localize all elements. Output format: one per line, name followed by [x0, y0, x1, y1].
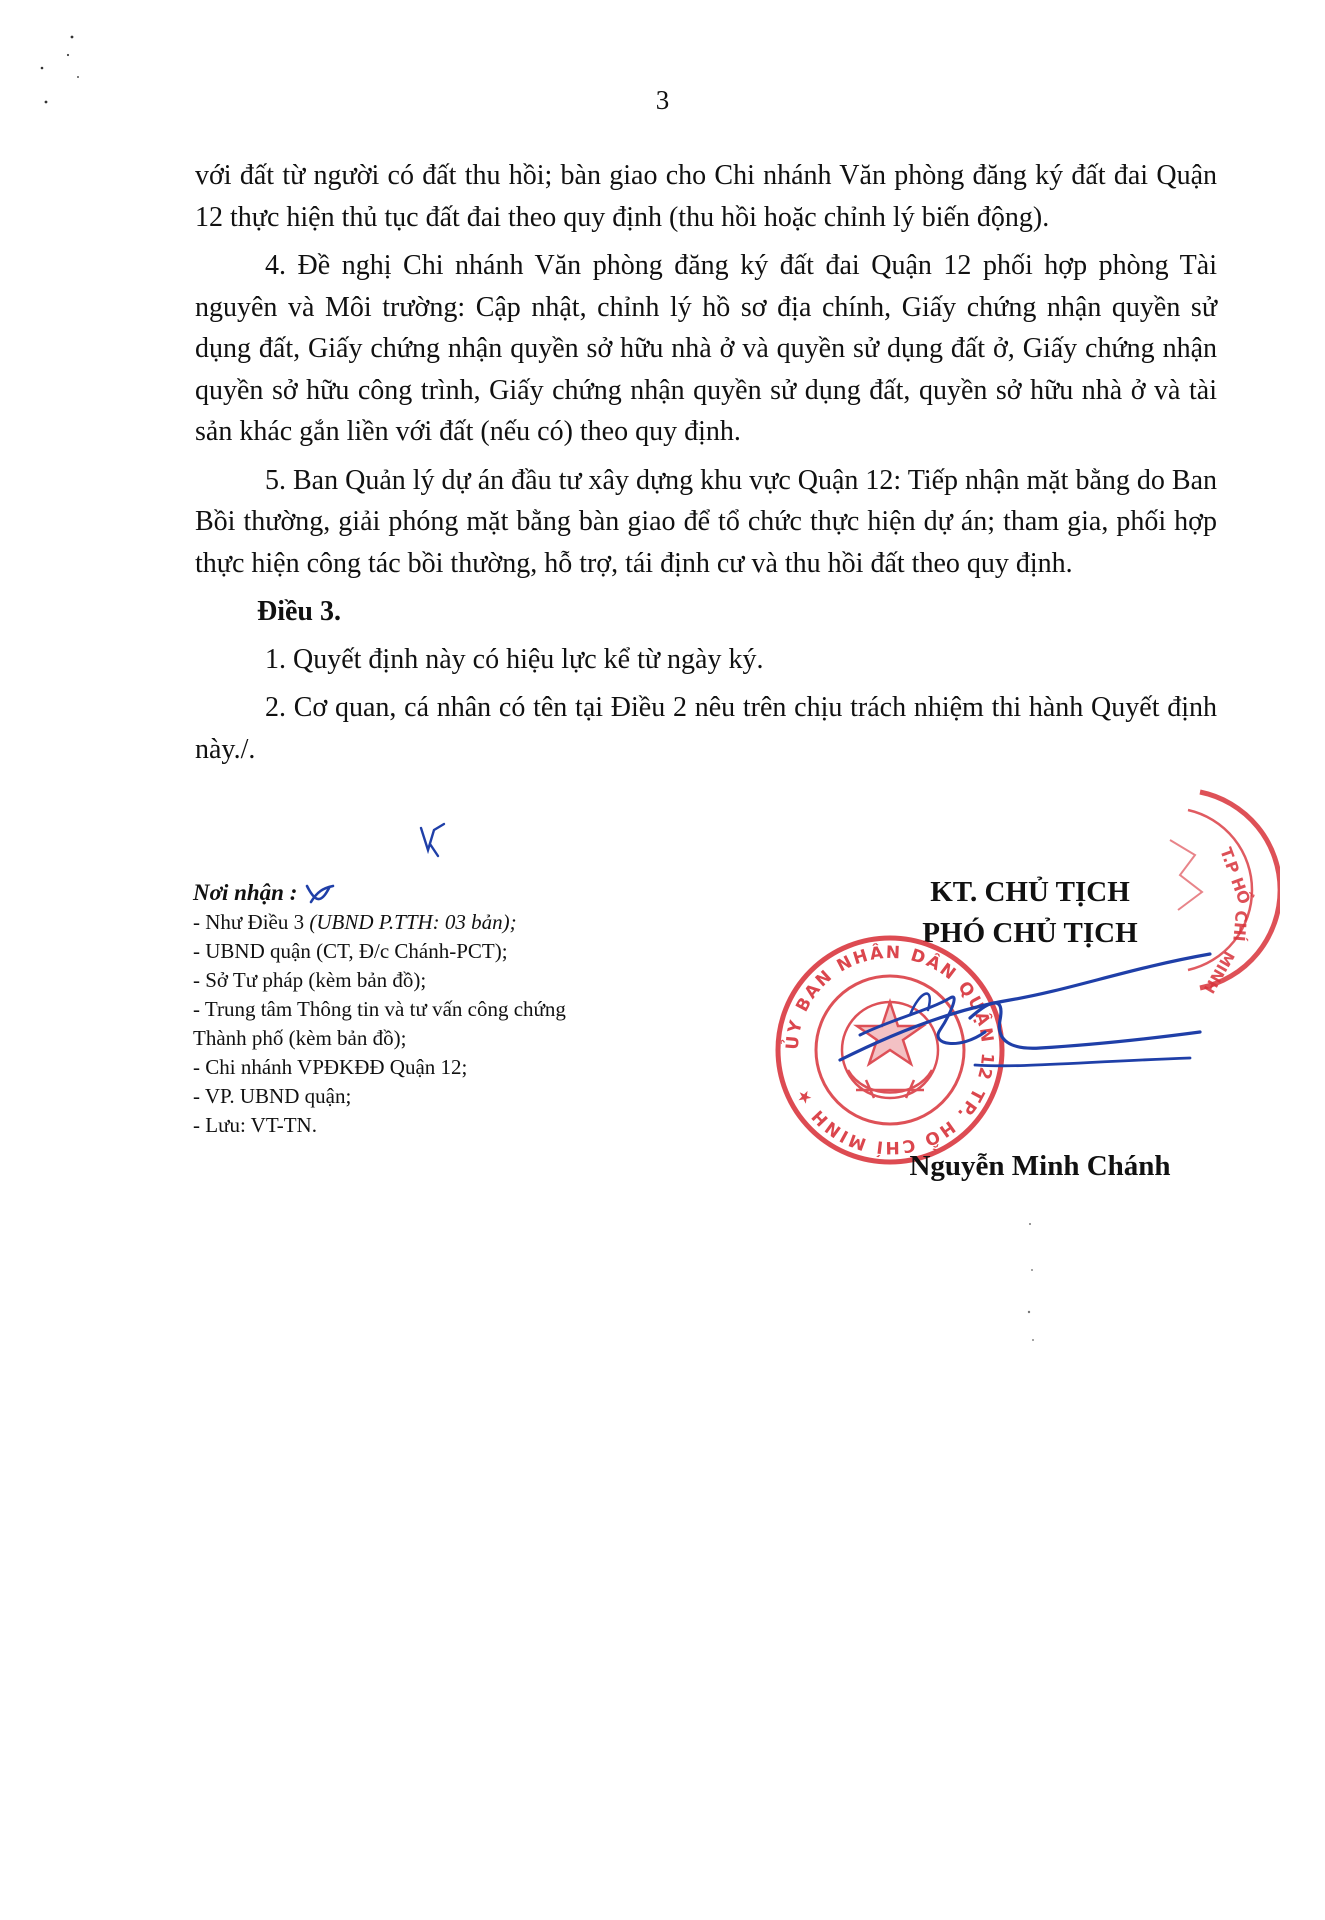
paragraph-continuation: với đất từ người có đất thu hồi; bàn giao cho Chi nhánh Văn phòng đăng ký đất đai Quận 12 thực hiện thủ tục đất đai theo quy định (thu hồi hoặc chỉnh lý biến động).: [195, 160, 1217, 233]
recipient-item: - Sở Tư pháp (kèm bản đồ);: [193, 968, 427, 993]
page-number: 3: [655, 85, 670, 115]
handwritten-signature: [800, 940, 1220, 1110]
recipient-item: - Trung tâm Thông tin và tư vấn công chứng Thành phố (kèm bản đồ);: [193, 997, 566, 1051]
svg-text:T.P HỒ: T.P HỒ: [1216, 844, 1255, 907]
recipients-handwritten-mark: [303, 882, 335, 908]
signature-title-line1: KT. CHỦ TỊCH: [930, 876, 1130, 908]
signer-name: Nguyễn Minh Chánh: [909, 1150, 1171, 1182]
recipients-title: Nơi nhận :: [193, 880, 298, 905]
svg-text:CHÍ: CHÍ: [1229, 909, 1251, 943]
paragraph-item-5: 5. Ban Quản lý dự án đầu tư xây dựng khu vực Quận 12: Tiếp nhận mặt bằng do Ban Bồi thường, giải phóng mặt bằng bàn giao để tổ chức thực hiện dự án; tham gia, phối hợp thực hiện công tác bồi thường, hỗ trợ, tái định cư và thu hồi đất theo quy định.: [195, 464, 1217, 579]
scan-specks-lower: [1020, 1220, 1040, 1350]
svg-text:MINH: MINH: [1199, 948, 1239, 997]
paragraph-item-4: 4. Đề nghị Chi nhánh Văn phòng đăng ký đất đai Quận 12 phối hợp phòng Tài nguyên và Môi trường: Cập nhật, chỉnh lý hồ sơ địa chính, Giấy chứng nhận quyền sử dụng đất, Giấy chứng nhận quyền sở hữu nhà ở và quyền sử dụng đất ở, Giấy chứng nhận quyền sở hữu công trình, Giấy chứng nhận quyền sử dụng đất, quyền sở hữu nhà ở và tài sản khác gắn liền với đất (nếu có) theo quy định.: [195, 250, 1217, 447]
article-3-item-1: 1. Quyết định này có hiệu lực kể từ ngày ký.: [265, 643, 764, 675]
recipients-list: [193, 878, 613, 1140]
document-body: [195, 155, 1217, 777]
recipient-item: - Lưu: VT-TN.: [193, 1113, 317, 1138]
recipient-item: - VP. UBND quận;: [193, 1084, 352, 1109]
svg-text:ỦY BAN NHÂN DÂN QUẬN 12 TP. HỒ: ỦY BAN NHÂN DÂN QUẬN 12 TP. HỒ CHÍ MINH ★: [782, 942, 998, 1158]
recipient-item: - Như Điều 3 (UBND P.TTH: 03 bản);: [193, 910, 517, 935]
handwritten-initial-mark: [418, 822, 448, 858]
article-3-item-2: 2. Cơ quan, cá nhân có tên tại Điều 2 nêu trên chịu trách nhiệm thi hành Quyết định này./.: [195, 692, 1217, 765]
signature-title-line2: PHÓ CHỦ TỊCH: [922, 917, 1138, 949]
recipient-item: - Chi nhánh VPĐKĐĐ Quận 12;: [193, 1055, 468, 1080]
article-3-heading: Điều 3.: [257, 596, 341, 627]
recipient-item: - UBND quận (CT, Đ/c Chánh-PCT);: [193, 939, 508, 964]
